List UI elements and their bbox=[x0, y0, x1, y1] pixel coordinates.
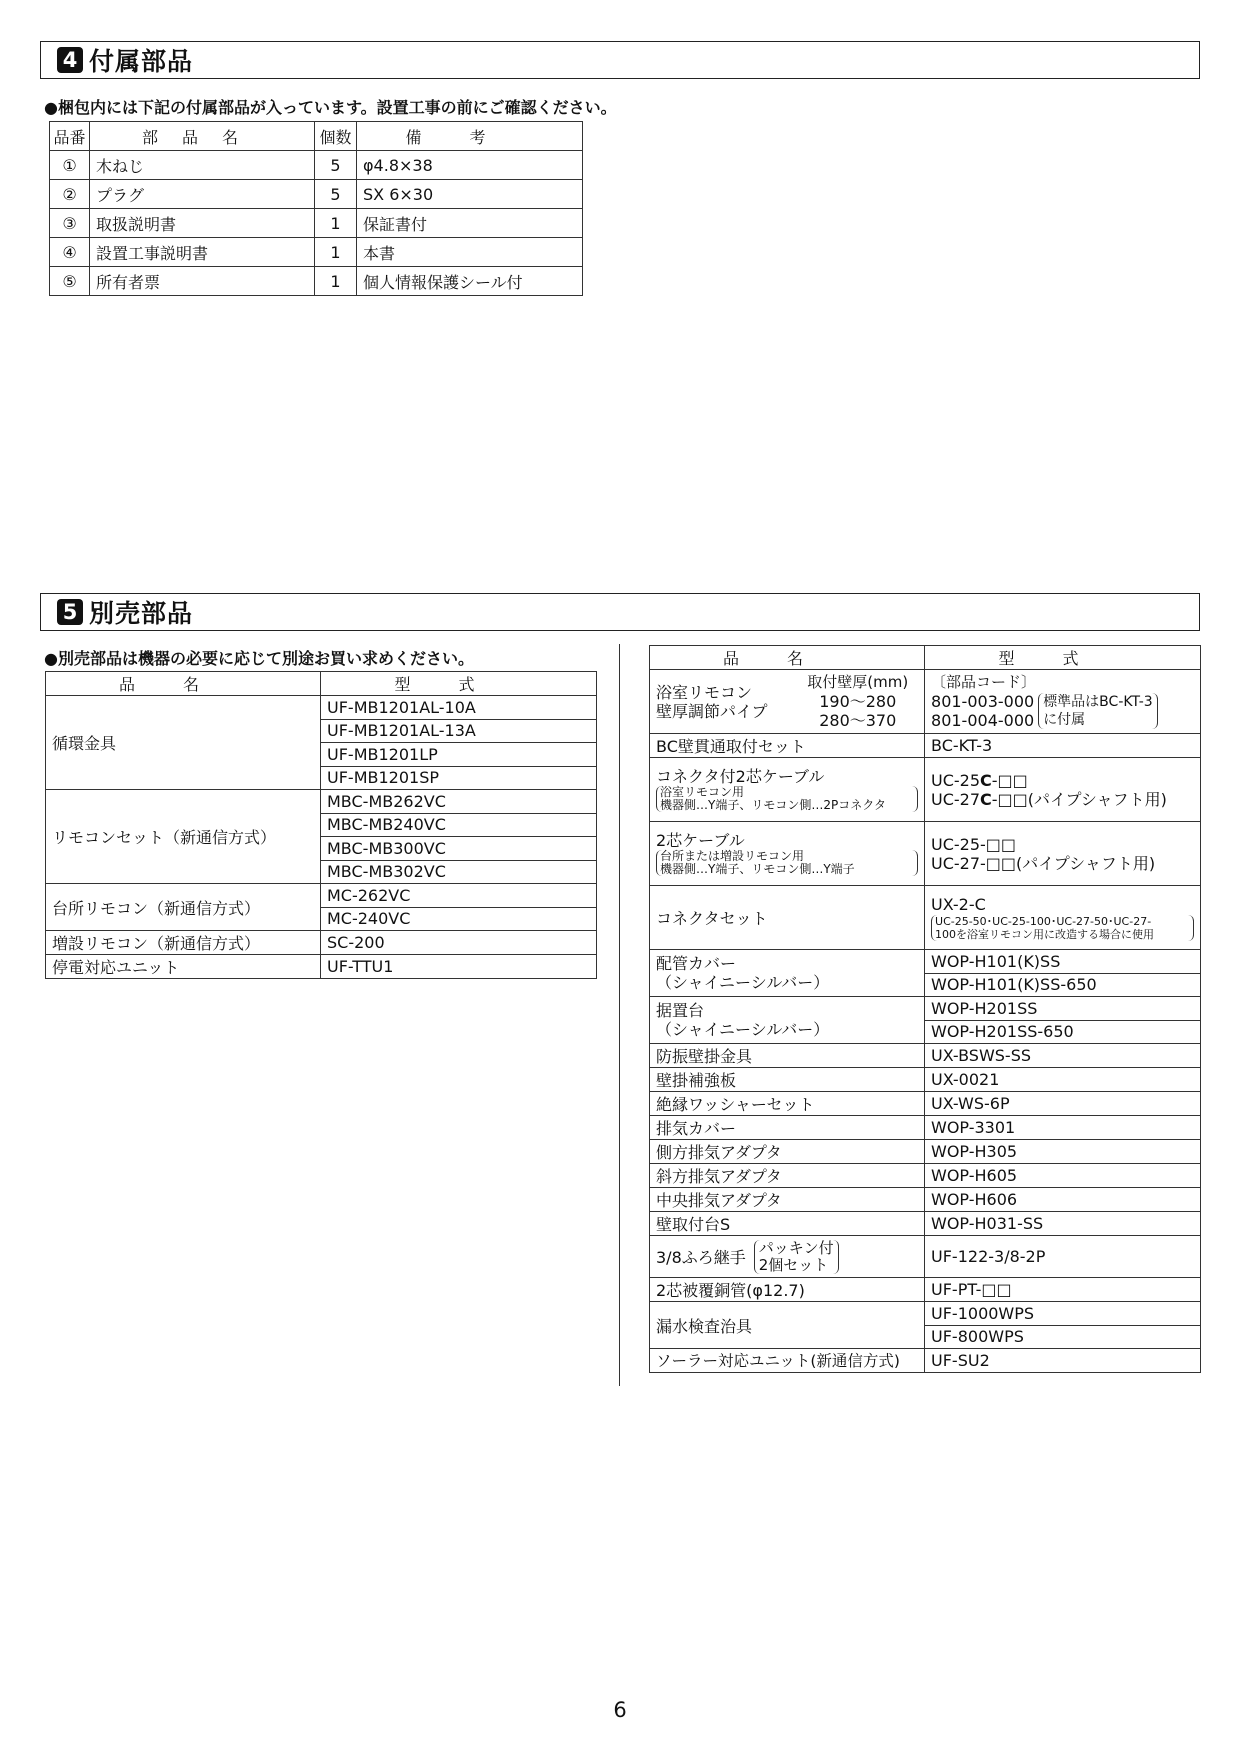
accessories-table bbox=[49, 121, 583, 296]
group-name: 台所リモコン（新通信方式） bbox=[46, 884, 321, 931]
row-name: 所有者票 bbox=[90, 267, 315, 296]
row-model: UX-0021 bbox=[925, 1068, 1201, 1092]
header-model: 型式 bbox=[925, 646, 1201, 670]
row-no: ③ bbox=[50, 209, 90, 238]
cable-c-note bbox=[656, 786, 918, 812]
row-qty: 1 bbox=[315, 209, 357, 238]
code-label: 〔部品コード〕 bbox=[931, 673, 1037, 691]
table-row bbox=[650, 1092, 1201, 1116]
table-row bbox=[650, 1116, 1201, 1140]
row-name: プラグ bbox=[90, 180, 315, 209]
row-model: WOP-3301 bbox=[925, 1116, 1201, 1140]
note-line: 機器側…Y端子、リモコン側…2Pコネクタ bbox=[660, 797, 886, 812]
thickness-label: 取付壁厚(mm) bbox=[807, 673, 909, 691]
note-line: 台所または増設リモコン用 bbox=[660, 848, 805, 863]
section-title: 別売部品 bbox=[89, 599, 194, 628]
row-note: SX 6×30 bbox=[357, 180, 583, 209]
row-name: コネクタセット bbox=[650, 886, 925, 950]
row-name: BC壁貫通取付セット bbox=[650, 734, 925, 758]
thickness-value: 190〜280 bbox=[819, 692, 897, 711]
row-name: 配管カバー bbox=[656, 954, 737, 973]
row-model: UF-800WPS bbox=[925, 1325, 1201, 1349]
row-name: ソーラー対応ユニット(新通信方式) bbox=[650, 1349, 925, 1373]
section-4-lead: ●梱包内には下記の付属部品が入っています。設置工事の前にご確認ください。 bbox=[44, 98, 617, 117]
model-suffix: -□□(パイプシャフト用) bbox=[991, 789, 1167, 809]
model: UF-MB1201AL-10A bbox=[321, 696, 597, 720]
row-no: ① bbox=[50, 151, 90, 180]
row-model: WOP-H606 bbox=[925, 1188, 1201, 1212]
row-model: WOP-H031-SS bbox=[925, 1212, 1201, 1236]
model: MC-240VC bbox=[321, 907, 597, 931]
column-divider bbox=[619, 644, 620, 1386]
header-note: 備考 bbox=[357, 122, 583, 151]
section-4-header bbox=[40, 41, 1200, 79]
section-title: 付属部品 bbox=[89, 47, 194, 76]
model: SC-200 bbox=[321, 931, 597, 955]
table-row bbox=[650, 1349, 1201, 1373]
pipe-name-cell bbox=[650, 670, 792, 734]
pipe-name-line2: 壁厚調節パイプ bbox=[656, 701, 768, 721]
row-model: UX-2-C bbox=[931, 894, 986, 914]
row-name: 壁取付台S bbox=[650, 1212, 925, 1236]
code-note-line: 標準品はBC-KT-3 bbox=[1043, 694, 1153, 710]
row-no: ⑤ bbox=[50, 267, 90, 296]
row-model: UX-WS-6P bbox=[925, 1092, 1201, 1116]
section-5-lead: ●別売部品は機器の必要に応じて別途お買い求めください。 bbox=[44, 649, 474, 668]
group-name: リモコンセット（新通信方式） bbox=[46, 790, 321, 884]
table-row bbox=[650, 950, 1201, 974]
row-qty: 5 bbox=[315, 151, 357, 180]
code-value: 801-004-000 bbox=[931, 711, 1035, 730]
page-number: 6 bbox=[613, 1698, 627, 1722]
model: UF-TTU1 bbox=[321, 955, 597, 979]
note-line: UC-25-50･UC-25-100･UC-27-50･UC-27- bbox=[935, 914, 1152, 928]
row-name-sub: （シャイニーシルバー） bbox=[656, 973, 830, 992]
pipe-cover-name-cell bbox=[650, 950, 925, 997]
row-name: 側方排気アダプタ bbox=[650, 1140, 925, 1164]
header-name: 品名 bbox=[46, 672, 321, 696]
row-model: UX-BSWS-SS bbox=[925, 1044, 1201, 1068]
row-name: 3/8ふろ継手 bbox=[656, 1248, 746, 1267]
row-no: ② bbox=[50, 180, 90, 209]
row-name: 据置台 bbox=[656, 1001, 705, 1020]
table-row bbox=[650, 1212, 1201, 1236]
note-line: 浴室リモコン用 bbox=[660, 784, 745, 799]
row-model: WOP-H101(K)SS bbox=[925, 950, 1201, 974]
table-row bbox=[650, 1068, 1201, 1092]
row-model: WOP-H201SS bbox=[925, 997, 1201, 1021]
row-name-sub: （シャイニーシルバー） bbox=[656, 1020, 830, 1039]
thickness-value: 280〜370 bbox=[819, 711, 897, 730]
cable-c-model-cell bbox=[925, 758, 1201, 822]
model: MC-262VC bbox=[321, 884, 597, 908]
code-block bbox=[931, 692, 1194, 730]
model: MBC-MB262VC bbox=[321, 790, 597, 814]
row-model: UC-27-□□(パイプシャフト用) bbox=[931, 853, 1156, 873]
table-row bbox=[50, 180, 583, 209]
note-line: 機器側…Y端子、リモコン側…Y端子 bbox=[660, 861, 855, 876]
row-name: 壁掛補強板 bbox=[650, 1068, 925, 1092]
table-row bbox=[650, 1140, 1201, 1164]
row-name: コネクタ付2芯ケーブル bbox=[656, 766, 825, 786]
code-note-line: に付属 bbox=[1043, 712, 1086, 728]
note-line: 2個セット bbox=[758, 1255, 829, 1274]
table-row bbox=[650, 1278, 1201, 1302]
connector-note bbox=[931, 915, 1194, 941]
cable-c-name-cell bbox=[650, 758, 925, 822]
table-row bbox=[50, 151, 583, 180]
pipe-name-line1: 浴室リモコン bbox=[656, 682, 753, 702]
header-model: 型式 bbox=[321, 672, 597, 696]
section-number-badge: 5 bbox=[57, 599, 83, 625]
group-name: 停電対応ユニット bbox=[46, 955, 321, 979]
optional-parts-table-left bbox=[45, 671, 597, 979]
code-note bbox=[1038, 693, 1158, 729]
model-prefix: UC-25 bbox=[931, 770, 981, 790]
row-name: 木ねじ bbox=[90, 151, 315, 180]
row-model bbox=[931, 771, 1194, 790]
header-no: 品番 bbox=[50, 122, 90, 151]
table-row bbox=[650, 886, 1201, 950]
table-row bbox=[650, 1164, 1201, 1188]
section-number-badge: 4 bbox=[57, 47, 83, 73]
model: MBC-MB240VC bbox=[321, 813, 597, 837]
pipe-code-cell bbox=[925, 670, 1201, 734]
row-note: 個人情報保護シール付 bbox=[357, 267, 583, 296]
row-model: BC-KT-3 bbox=[925, 734, 1201, 758]
row-name: 漏水検査治具 bbox=[650, 1302, 925, 1349]
row-qty: 5 bbox=[315, 180, 357, 209]
row-model: WOP-H305 bbox=[925, 1140, 1201, 1164]
row-model bbox=[931, 790, 1194, 809]
model: UF-MB1201LP bbox=[321, 743, 597, 767]
cable-2-name-cell bbox=[650, 822, 925, 886]
row-name: 2芯被覆銅管(φ12.7) bbox=[650, 1278, 925, 1302]
group-name: 増設リモコン（新通信方式） bbox=[46, 931, 321, 955]
row-name: 防振壁掛金具 bbox=[650, 1044, 925, 1068]
table-row bbox=[50, 238, 583, 267]
model: UF-MB1201AL-13A bbox=[321, 719, 597, 743]
row-model: WOP-H605 bbox=[925, 1164, 1201, 1188]
row-note: 保証書付 bbox=[357, 209, 583, 238]
fitting-name-cell bbox=[650, 1236, 925, 1278]
row-name: 設置工事説明書 bbox=[90, 238, 315, 267]
header-name: 部品名 bbox=[90, 122, 315, 151]
row-no: ④ bbox=[50, 238, 90, 267]
pipe-thickness-cell bbox=[792, 670, 925, 734]
optional-parts-table-right bbox=[649, 645, 1201, 1373]
table-row bbox=[650, 1236, 1201, 1278]
table-row bbox=[650, 1302, 1201, 1326]
cable-2-model-cell bbox=[925, 822, 1201, 886]
row-model: UF-122-3/8-2P bbox=[925, 1236, 1201, 1278]
fitting-name-block bbox=[656, 1240, 918, 1274]
row-qty: 1 bbox=[315, 267, 357, 296]
header-name: 品名 bbox=[650, 646, 925, 670]
table-row bbox=[650, 822, 1201, 886]
cable-2-note bbox=[656, 850, 918, 876]
section-5-header bbox=[40, 593, 1200, 631]
model: MBC-MB300VC bbox=[321, 837, 597, 861]
row-model: UF-1000WPS bbox=[925, 1302, 1201, 1326]
row-model: UF-SU2 bbox=[925, 1349, 1201, 1373]
row-note: 本書 bbox=[357, 238, 583, 267]
group-name: 循環金具 bbox=[46, 696, 321, 790]
row-name: 2芯ケーブル bbox=[656, 830, 745, 850]
table-row bbox=[650, 734, 1201, 758]
row-name: 中央排気アダプタ bbox=[650, 1188, 925, 1212]
row-model: WOP-H201SS-650 bbox=[925, 1020, 1201, 1044]
table-row bbox=[650, 1044, 1201, 1068]
code-value: 801-003-000 bbox=[931, 692, 1035, 711]
table-row bbox=[50, 209, 583, 238]
stand-name-cell bbox=[650, 997, 925, 1044]
fitting-note bbox=[754, 1240, 839, 1274]
note-line: パッキン付 bbox=[758, 1238, 834, 1257]
connector-model-cell bbox=[925, 886, 1201, 950]
model: MBC-MB302VC bbox=[321, 860, 597, 884]
model-bold: C bbox=[980, 770, 992, 790]
row-name: 排気カバー bbox=[650, 1116, 925, 1140]
row-name: 斜方排気アダプタ bbox=[650, 1164, 925, 1188]
model: UF-MB1201SP bbox=[321, 766, 597, 790]
table-row bbox=[650, 997, 1201, 1021]
table-row bbox=[650, 1188, 1201, 1212]
table-row bbox=[650, 758, 1201, 822]
row-model: UF-PT-□□ bbox=[925, 1278, 1201, 1302]
model-suffix: -□□ bbox=[991, 770, 1028, 790]
table-row bbox=[50, 267, 583, 296]
model-bold: C bbox=[980, 789, 992, 809]
row-model: UC-25-□□ bbox=[931, 834, 1017, 854]
model-prefix: UC-27 bbox=[931, 789, 981, 809]
header-qty: 個数 bbox=[315, 122, 357, 151]
row-model: WOP-H101(K)SS-650 bbox=[925, 973, 1201, 997]
row-name: 取扱説明書 bbox=[90, 209, 315, 238]
row-qty: 1 bbox=[315, 238, 357, 267]
row-name: 絶縁ワッシャーセット bbox=[650, 1092, 925, 1116]
note-line: 100を浴室リモコン用に改造する場合に使用 bbox=[935, 927, 1155, 941]
row-note: φ4.8×38 bbox=[357, 151, 583, 180]
table-row bbox=[650, 670, 1201, 734]
